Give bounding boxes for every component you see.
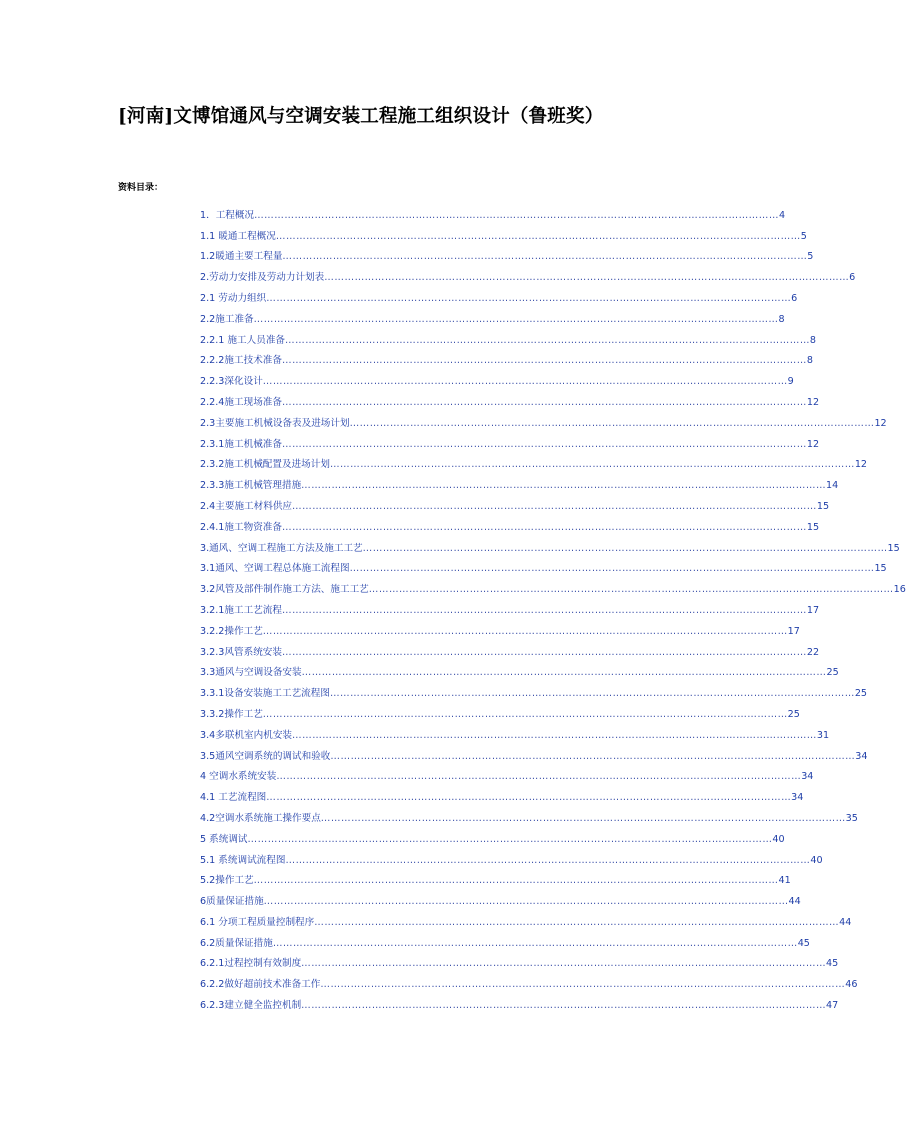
toc-link[interactable] (200, 623, 800, 638)
toc-leader-dots: ………………………………………………………………………………………………………………………………………… (329, 688, 855, 700)
toc-link[interactable] (200, 477, 839, 492)
toc-entry[interactable] (200, 991, 839, 1012)
toc-entry-label: 3.1通风、空调工程总体施工流程图 (200, 563, 350, 575)
toc-entry[interactable] (200, 492, 830, 513)
toc-leader-dots: ………………………………………………………………………………………………………………………………………… (349, 417, 875, 429)
toc-leader-dots: ………………………………………………………………………………………………………………………………………… (272, 937, 798, 949)
toc-entry[interactable] (200, 471, 839, 492)
toc-link[interactable] (200, 955, 839, 970)
toc-leader-dots: ………………………………………………………………………………………………………………………………………… (301, 667, 827, 679)
toc-entry[interactable] (200, 347, 813, 368)
toc-entry-page-number: 25 (854, 688, 868, 700)
toc-leader-dots: ………………………………………………………………………………………………………………………………………… (349, 563, 875, 575)
toc-link[interactable] (200, 498, 830, 513)
toc-entry-label: 5.2操作工艺 (200, 875, 254, 887)
toc-link[interactable] (200, 560, 887, 575)
toc-entry-label: 3.2风管及部件制作施工方法、施工工艺 (200, 584, 369, 596)
toc-entry-page-number: 16 (893, 584, 906, 596)
toc-leader-dots: ………………………………………………………………………………………………………………………………………… (247, 833, 773, 845)
toc-leader-dots: ………………………………………………………………………………………………………………………………………… (320, 812, 846, 824)
toc-leader-dots: ………………………………………………………………………………………………………………………………………… (253, 875, 779, 887)
toc-entry[interactable] (200, 201, 786, 222)
toc-leader-dots: ………………………………………………………………………………………………………………………………………… (275, 230, 801, 242)
toc-entry-page-number: 14 (826, 480, 839, 492)
toc-entry-page-number: 17 (806, 604, 820, 616)
toc-entry-page-number: 22 (806, 646, 820, 658)
toc-entry[interactable] (200, 305, 785, 326)
toc-heading: 资料目录： (118, 183, 164, 193)
toc-entry[interactable] (200, 929, 810, 950)
toc-entry-label: 2.3.2施工机械配置及进场计划 (200, 459, 330, 471)
toc-entry-page-number: 5 (800, 230, 807, 242)
toc-entry-label: 3.2.3风管系统安装 (200, 646, 282, 658)
toc-entry-label: 3.2.1施工工艺流程 (200, 604, 282, 616)
toc-leader-dots: ………………………………………………………………………………………………………………………………………… (253, 313, 779, 325)
toc-entry-label: 6.2.3建立健全监控机制 (200, 1000, 302, 1012)
table-of-contents (200, 201, 906, 1012)
toc-link[interactable] (200, 997, 839, 1012)
toc-entry-label: 2.2.1 施工人员准备 (200, 334, 286, 346)
toc-entry-label: 2.2施工准备 (200, 313, 254, 325)
toc-entry-page-number: 31 (816, 729, 830, 741)
toc-link[interactable] (200, 976, 858, 991)
toc-entry[interactable] (200, 451, 868, 472)
toc-leader-dots: ………………………………………………………………………………………………………………………………………… (301, 1000, 827, 1012)
toc-link[interactable] (200, 727, 830, 742)
toc-link[interactable] (200, 456, 868, 471)
toc-entry[interactable] (200, 326, 817, 347)
toc-entry-page-number: 44 (839, 916, 852, 928)
toc-link[interactable] (200, 540, 900, 555)
toc-entry[interactable] (200, 596, 820, 617)
toc-entry-label: 6.2.1过程控制有效制度 (200, 958, 302, 970)
toc-entry-page-number: 34 (855, 750, 868, 762)
toc-link[interactable] (200, 685, 868, 700)
toc-leader-dots: ………………………………………………………………………………………………………………………………………… (368, 584, 894, 596)
toc-entry-page-number: 5 (807, 251, 814, 263)
toc-entry-label: 2.3主要施工机械设备表及进场计划 (200, 417, 350, 429)
toc-entry-page-number: 46 (845, 979, 858, 991)
toc-link[interactable] (200, 269, 856, 284)
toc-entry-label: 3.3.1设备安装施工工艺流程图 (200, 688, 330, 700)
toc-entry[interactable] (200, 638, 820, 659)
toc-entry-label: 3.3.2操作工艺 (200, 708, 263, 720)
toc-leader-dots: ………………………………………………………………………………………………………………………………………… (314, 916, 840, 928)
toc-leader-dots: ………………………………………………………………………………………………………………………………………… (282, 251, 808, 263)
toc-entry-page-number: 45 (826, 958, 839, 970)
toc-entry[interactable] (200, 804, 858, 825)
toc-leader-dots: ………………………………………………………………………………………………………………………………………… (262, 625, 788, 637)
toc-entry[interactable] (200, 430, 820, 451)
toc-link[interactable] (200, 789, 804, 804)
toc-leader-dots: ………………………………………………………………………………………………………………………………………… (262, 708, 788, 720)
toc-leader-dots: ………………………………………………………………………………………………………………………………………… (330, 750, 856, 762)
toc-leader-dots: ………………………………………………………………………………………………………………………………………… (281, 355, 807, 367)
toc-entry-label: 3.通风、空调工程施工方法及施工工艺 (200, 542, 363, 554)
toc-leader-dots: ………………………………………………………………………………………………………………………………………… (362, 542, 888, 554)
toc-link[interactable] (200, 768, 814, 783)
toc-leader-dots: ………………………………………………………………………………………………………………………………………… (285, 854, 811, 866)
toc-entry[interactable] (200, 783, 804, 804)
toc-entry[interactable] (200, 575, 906, 596)
toc-entry[interactable] (200, 243, 814, 264)
toc-link[interactable] (200, 373, 794, 388)
toc-entry-label: 2.1 劳动力组织 (200, 292, 267, 304)
toc-link[interactable] (200, 332, 817, 347)
toc-entry-page-number: 12 (806, 396, 820, 408)
toc-leader-dots: ………………………………………………………………………………………………………………………………………… (292, 500, 817, 512)
toc-link[interactable] (200, 893, 801, 908)
toc-entry-page-number: 8 (778, 313, 785, 325)
toc-link[interactable] (200, 207, 786, 222)
toc-entry-page-number: 41 (778, 875, 791, 887)
toc-entry-page-number: 17 (787, 625, 800, 637)
toc-entry-label: 6质量保证措施 (200, 896, 264, 908)
toc-leader-dots: ………………………………………………………………………………………………………………………………………… (262, 376, 788, 388)
toc-entry-label: 1.2暖通主要工程量 (200, 251, 283, 263)
toc-entry-page-number: 35 (845, 812, 858, 824)
toc-link[interactable] (200, 228, 807, 243)
toc-link[interactable] (200, 290, 798, 305)
toc-entry-page-number: 25 (826, 667, 839, 679)
toc-entry-label: 4.2空调水系统施工操作要点 (200, 812, 321, 824)
toc-entry[interactable] (200, 700, 800, 721)
toc-leader-dots: ………………………………………………………………………………………………………………………………………… (281, 438, 807, 450)
toc-leader-dots: ………………………………………………………………………………………………………………………………………… (324, 272, 850, 284)
toc-entry-label: 6.2.2做好超前技术准备工作 (200, 979, 321, 991)
toc-entry[interactable] (200, 284, 798, 305)
toc-link[interactable] (200, 935, 810, 950)
toc-link[interactable] (200, 706, 800, 721)
toc-entry[interactable] (200, 908, 852, 929)
toc-entry-label: 3.2.2操作工艺 (200, 625, 263, 637)
toc-entry[interactable] (200, 659, 839, 680)
toc-entry[interactable] (200, 367, 794, 388)
toc-entry-label: 3.4多联机室内机安装 (200, 729, 293, 741)
toc-link[interactable] (200, 415, 887, 430)
toc-entry-page-number: 9 (787, 376, 794, 388)
toc-leader-dots: ………………………………………………………………………………………………………………………………………… (266, 292, 792, 304)
toc-entry-label: 2.3.1施工机械准备 (200, 438, 282, 450)
toc-entry-page-number: 40 (810, 854, 823, 866)
toc-leader-dots: ………………………………………………………………………………………………………………………………………… (281, 396, 807, 408)
toc-entry-page-number: 34 (801, 771, 814, 783)
toc-entry[interactable] (200, 867, 791, 888)
toc-entry-label: 5.1 系统调试流程图 (200, 854, 286, 866)
toc-entry-page-number: 4 (778, 209, 786, 221)
toc-entry[interactable] (200, 742, 868, 763)
toc-entry[interactable] (200, 763, 814, 784)
toc-link[interactable] (200, 436, 820, 451)
toc-leader-dots: ………………………………………………………………………………………………………………………………………… (276, 771, 802, 783)
toc-link[interactable] (200, 664, 839, 679)
toc-link[interactable] (200, 644, 820, 659)
toc-leader-dots: ………………………………………………………………………………………………………………………………………… (301, 480, 827, 492)
toc-entry-page-number: 25 (787, 708, 800, 720)
toc-leader-dots: ………………………………………………………………………………………………………………………………………… (281, 521, 807, 533)
toc-link[interactable] (200, 394, 820, 409)
toc-leader-dots: ………………………………………………………………………………………………………………………………………… (281, 604, 807, 616)
toc-entry[interactable] (200, 970, 858, 991)
toc-link[interactable] (200, 914, 852, 929)
toc-entry[interactable] (200, 513, 820, 534)
toc-entry[interactable] (200, 409, 887, 430)
toc-entry-page-number: 15 (887, 542, 900, 554)
toc-leader-dots: ………………………………………………………………………………………………………………………………………… (285, 334, 810, 346)
toc-link[interactable] (200, 352, 813, 367)
toc-entry-label: 2.2.4施工现场准备 (200, 396, 282, 408)
toc-entry[interactable] (200, 555, 887, 576)
toc-link[interactable] (200, 311, 785, 326)
toc-entry-label: 2.4主要施工材料供应 (200, 500, 293, 512)
toc-entry-label: 2.2.3深化设计 (200, 376, 263, 388)
toc-entry-label: 5 系统调试 (200, 833, 248, 845)
toc-leader-dots: ………………………………………………………………………………………………………………………………………… (320, 979, 846, 991)
toc-link[interactable] (200, 519, 820, 534)
toc-entry-page-number: 6 (849, 272, 856, 284)
toc-leader-dots: ………………………………………………………………………………………………………………………………………… (254, 209, 779, 221)
toc-entry-label: 6.1 分项工程质量控制程序 (200, 916, 315, 928)
toc-leader-dots: ………………………………………………………………………………………………………………………………………… (329, 459, 855, 471)
toc-entry-label: 1．工程概况 (200, 209, 255, 221)
toc-entry-page-number: 47 (826, 1000, 839, 1012)
toc-entry[interactable] (200, 534, 900, 555)
toc-entry-label: 3.5通风空调系统的调试和验收 (200, 750, 331, 762)
toc-entry-label: 4 空调水系统安装 (200, 771, 277, 783)
toc-entry-page-number: 12 (874, 417, 887, 429)
toc-entry-page-number: 6 (791, 292, 798, 304)
toc-entry[interactable] (200, 825, 785, 846)
toc-entry-label: 1.1 暖通工程概况 (200, 230, 276, 242)
toc-entry[interactable] (200, 263, 856, 284)
toc-link[interactable] (200, 872, 791, 887)
toc-entry-label: 2.3.3施工机械管理措施 (200, 480, 302, 492)
toc-entry-page-number: 12 (854, 459, 868, 471)
toc-entry[interactable] (200, 887, 801, 908)
toc-entry-page-number: 34 (791, 792, 804, 804)
toc-link[interactable] (200, 581, 906, 596)
toc-entry[interactable] (200, 721, 830, 742)
toc-link[interactable] (200, 748, 868, 763)
toc-link[interactable] (200, 248, 814, 263)
toc-entry[interactable] (200, 950, 839, 971)
toc-entry[interactable] (200, 617, 800, 638)
toc-entry-label: 2.劳动力安排及劳动力计划表 (200, 272, 325, 284)
toc-entry[interactable] (200, 388, 820, 409)
toc-entry-page-number: 12 (806, 438, 820, 450)
toc-entry-label: 3.3通风与空调设备安装 (200, 667, 302, 679)
toc-link[interactable] (200, 831, 785, 846)
toc-entry-page-number: 8 (809, 334, 817, 346)
toc-entry-label: 4.1 工艺流程图 (200, 792, 267, 804)
toc-entry-label: 2.2.2施工技术准备 (200, 355, 282, 367)
toc-entry[interactable] (200, 846, 823, 867)
toc-leader-dots: ………………………………………………………………………………………………………………………………………… (281, 646, 807, 658)
toc-leader-dots: ………………………………………………………………………………………………………………………………………… (301, 958, 827, 970)
toc-entry-page-number: 15 (806, 521, 820, 533)
toc-entry-page-number: 44 (788, 896, 801, 908)
toc-link[interactable] (200, 602, 820, 617)
toc-entry-label: 6.2质量保证措施 (200, 937, 273, 949)
toc-leader-dots: ………………………………………………………………………………………………………………………………………… (266, 792, 792, 804)
toc-entry-page-number: 40 (772, 833, 785, 845)
toc-link[interactable] (200, 852, 823, 867)
toc-link[interactable] (200, 810, 858, 825)
toc-entry[interactable] (200, 679, 868, 700)
toc-leader-dots: ………………………………………………………………………………………………………………………………………… (292, 729, 817, 741)
toc-entry-label: 2.4.1施工物资准备 (200, 521, 282, 533)
toc-entry[interactable] (200, 222, 807, 243)
toc-leader-dots: ………………………………………………………………………………………………………………………………………… (263, 896, 789, 908)
document-title: [河南]文博馆通风与空调安装工程施工组织设计（鲁班奖） (118, 106, 604, 127)
toc-entry-page-number: 45 (797, 937, 810, 949)
toc-entry-page-number: 15 (816, 500, 830, 512)
toc-entry-page-number: 8 (806, 355, 813, 367)
toc-entry-page-number: 15 (874, 563, 887, 575)
